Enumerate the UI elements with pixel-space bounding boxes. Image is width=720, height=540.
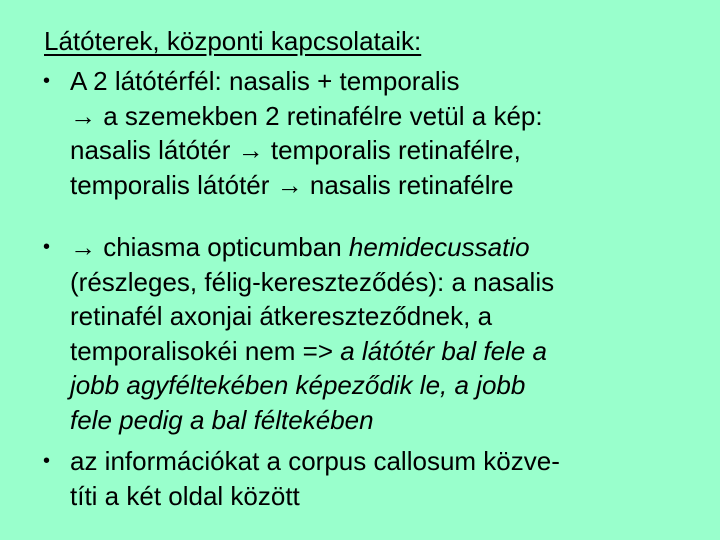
bullet-italic-text: fele pedig a bal féltekében	[70, 404, 374, 435]
bullet-line	[70, 368, 554, 403]
bullet-line: nasalis látótér → temporalis retinafélre,	[70, 135, 521, 165]
bullet-line: retinafél axonjai átkereszteződnek, a	[70, 301, 493, 331]
bullet-corpus-callosum	[43, 444, 560, 513]
bullet-line	[70, 334, 554, 369]
bullet-line: az információkat a corpus callosum közve-	[70, 446, 560, 476]
bullet-line: (részleges, félig-kereszteződés): a nasalis	[70, 266, 555, 297]
bullet-line: títi a két oldal között	[70, 480, 300, 511]
bullet-line	[70, 230, 554, 265]
bullet-visual-fields	[43, 64, 543, 202]
slide-title: Látóterek, központi kapcsolataik:	[44, 26, 422, 56]
bullet-italic-term: hemidecussatio	[348, 232, 530, 262]
bullet-line	[70, 403, 554, 438]
bullet-marker: •	[43, 236, 51, 258]
bullet-italic-text: a látótér bal fele a	[340, 335, 547, 366]
bullet-line: temporalis látótér → nasalis retinafélre	[70, 169, 514, 200]
bullet-marker: •	[43, 450, 51, 472]
bullet-text: → chiasma opticumban	[70, 232, 349, 262]
bullet-text: temporalisokéi nem =>	[70, 335, 341, 366]
bullet-line: → a szemekben 2 retinafélre vetül a kép:	[70, 100, 543, 131]
bullet-marker: •	[43, 70, 51, 92]
bullet-italic-text: jobb agyféltekében képeződik le, a jobb	[70, 370, 526, 400]
bullet-line: A 2 látótérfél: nasalis + temporalis	[70, 66, 460, 96]
bullet-chiasma	[43, 230, 555, 437]
